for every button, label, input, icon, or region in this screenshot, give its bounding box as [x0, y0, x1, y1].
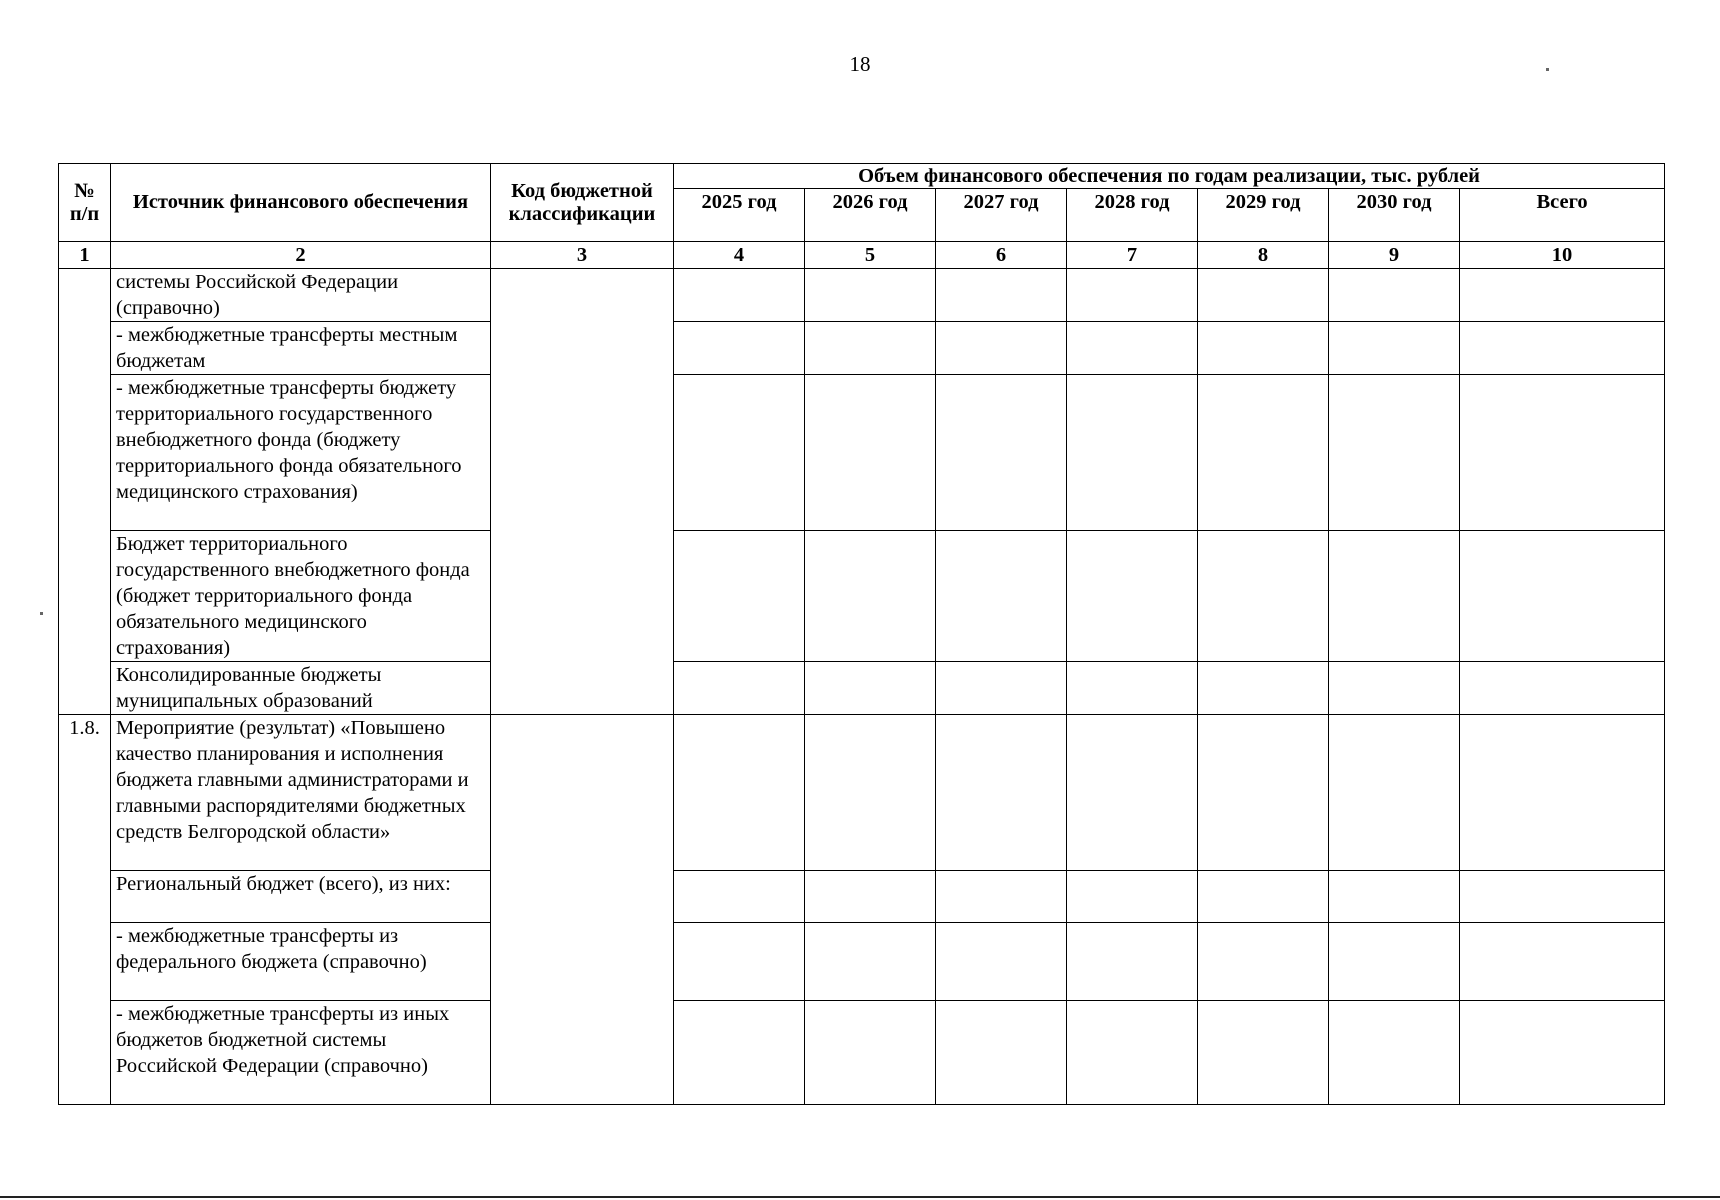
cell-2026 [805, 923, 936, 1001]
cell-2028 [1067, 269, 1198, 322]
table-row [59, 923, 1665, 1001]
cell-total [1460, 715, 1665, 871]
cell-2025 [674, 269, 805, 322]
cell-2029 [1198, 375, 1329, 531]
cell-2027 [936, 662, 1067, 715]
column-number: 10 [1460, 242, 1665, 269]
cell-2027 [936, 923, 1067, 1001]
cell-2027 [936, 322, 1067, 375]
cell-2029 [1198, 322, 1329, 375]
column-number: 9 [1329, 242, 1460, 269]
cell-total [1460, 375, 1665, 531]
row-source: - межбюджетные трансферты из федерального бюджета (справочно) [111, 923, 491, 1001]
table-row [59, 269, 1665, 322]
cell-2029 [1198, 662, 1329, 715]
cell-2029 [1198, 1001, 1329, 1105]
cell-2025 [674, 662, 805, 715]
cell-2030 [1329, 662, 1460, 715]
cell-2028 [1067, 662, 1198, 715]
cell-2025 [674, 871, 805, 923]
row-num [59, 269, 111, 715]
header-year: 2026 год [805, 189, 936, 242]
column-number: 2 [111, 242, 491, 269]
scan-speck [1546, 68, 1549, 71]
scan-speck [40, 612, 43, 615]
row-source: - межбюджетные трансферты местным бюджетам [111, 322, 491, 375]
cell-2026 [805, 715, 936, 871]
cell-total [1460, 269, 1665, 322]
cell-2027 [936, 375, 1067, 531]
column-number: 1 [59, 242, 111, 269]
cell-2025 [674, 715, 805, 871]
cell-2026 [805, 871, 936, 923]
cell-2026 [805, 322, 936, 375]
cell-2026 [805, 375, 936, 531]
row-code [491, 269, 674, 715]
cell-2030 [1329, 871, 1460, 923]
row-source: Мероприятие (результат) «Повышено качество планирования и исполнения бюджета главными администраторами и главными распорядителями бюджетных средств Белгородской области» [111, 715, 491, 871]
cell-2029 [1198, 871, 1329, 923]
cell-total [1460, 531, 1665, 662]
cell-2029 [1198, 923, 1329, 1001]
column-number: 3 [491, 242, 674, 269]
cell-2025 [674, 531, 805, 662]
cell-total [1460, 1001, 1665, 1105]
cell-2030 [1329, 322, 1460, 375]
cell-total [1460, 322, 1665, 375]
cell-2026 [805, 1001, 936, 1105]
row-source: системы Российской Федерации (справочно) [111, 269, 491, 322]
cell-2030 [1329, 923, 1460, 1001]
cell-2030 [1329, 375, 1460, 531]
header-year: 2028 год [1067, 189, 1198, 242]
column-number: 5 [805, 242, 936, 269]
header-volume: Объем финансового обеспечения по годам реализации, тыс. рублей [674, 164, 1665, 189]
column-number: 8 [1198, 242, 1329, 269]
row-source: Региональный бюджет (всего), из них: [111, 871, 491, 923]
cell-2026 [805, 531, 936, 662]
cell-2028 [1067, 871, 1198, 923]
cell-2027 [936, 531, 1067, 662]
header-source: Источник финансового обеспечения [111, 164, 491, 242]
table-row [59, 715, 1665, 871]
table-row [59, 1001, 1665, 1105]
cell-2030 [1329, 531, 1460, 662]
row-num: 1.8. [59, 715, 111, 1105]
table-row [59, 531, 1665, 662]
cell-2029 [1198, 531, 1329, 662]
cell-2025 [674, 375, 805, 531]
header-year: 2029 год [1198, 189, 1329, 242]
cell-2030 [1329, 715, 1460, 871]
cell-2030 [1329, 1001, 1460, 1105]
cell-2030 [1329, 269, 1460, 322]
table-row [59, 871, 1665, 923]
row-source: - межбюджетные трансферты бюджету территориального государственного внебюджетного фонда (бюджету территориального фонда обязательного медицинского страхования) [111, 375, 491, 531]
header-year: 2030 год [1329, 189, 1460, 242]
cell-total [1460, 662, 1665, 715]
cell-2026 [805, 269, 936, 322]
financing-table [58, 163, 1665, 1105]
cell-total [1460, 871, 1665, 923]
header-total: Всего [1460, 189, 1665, 242]
row-source: Консолидированные бюджеты муниципальных образований [111, 662, 491, 715]
table-row [59, 322, 1665, 375]
cell-2027 [936, 269, 1067, 322]
column-number-row [59, 242, 1665, 269]
row-source: - межбюджетные трансферты из иных бюджетов бюджетной системы Российской Федерации (справочно) [111, 1001, 491, 1105]
row-code [491, 715, 674, 1105]
cell-2026 [805, 662, 936, 715]
cell-2028 [1067, 715, 1198, 871]
scan-bottom-edge [0, 1196, 1720, 1198]
cell-2027 [936, 715, 1067, 871]
cell-2028 [1067, 375, 1198, 531]
cell-2028 [1067, 322, 1198, 375]
cell-2025 [674, 923, 805, 1001]
page-number: 18 [849, 52, 871, 76]
header-code: Код бюджетной классификации [491, 164, 674, 242]
column-number: 6 [936, 242, 1067, 269]
column-number: 7 [1067, 242, 1198, 269]
row-source: Бюджет территориального государственного внебюджетного фонда (бюджет территориального фонда обязательного медицинского страхования) [111, 531, 491, 662]
column-number: 4 [674, 242, 805, 269]
table-row [59, 375, 1665, 531]
header-year: 2025 год [674, 189, 805, 242]
header-year: 2027 год [936, 189, 1067, 242]
cell-2025 [674, 1001, 805, 1105]
cell-2027 [936, 871, 1067, 923]
cell-2025 [674, 322, 805, 375]
cell-2028 [1067, 923, 1198, 1001]
cell-2029 [1198, 715, 1329, 871]
cell-2028 [1067, 1001, 1198, 1105]
cell-2027 [936, 1001, 1067, 1105]
cell-total [1460, 923, 1665, 1001]
cell-2029 [1198, 269, 1329, 322]
table-row [59, 662, 1665, 715]
header-num: № п/п [59, 164, 111, 242]
cell-2028 [1067, 531, 1198, 662]
